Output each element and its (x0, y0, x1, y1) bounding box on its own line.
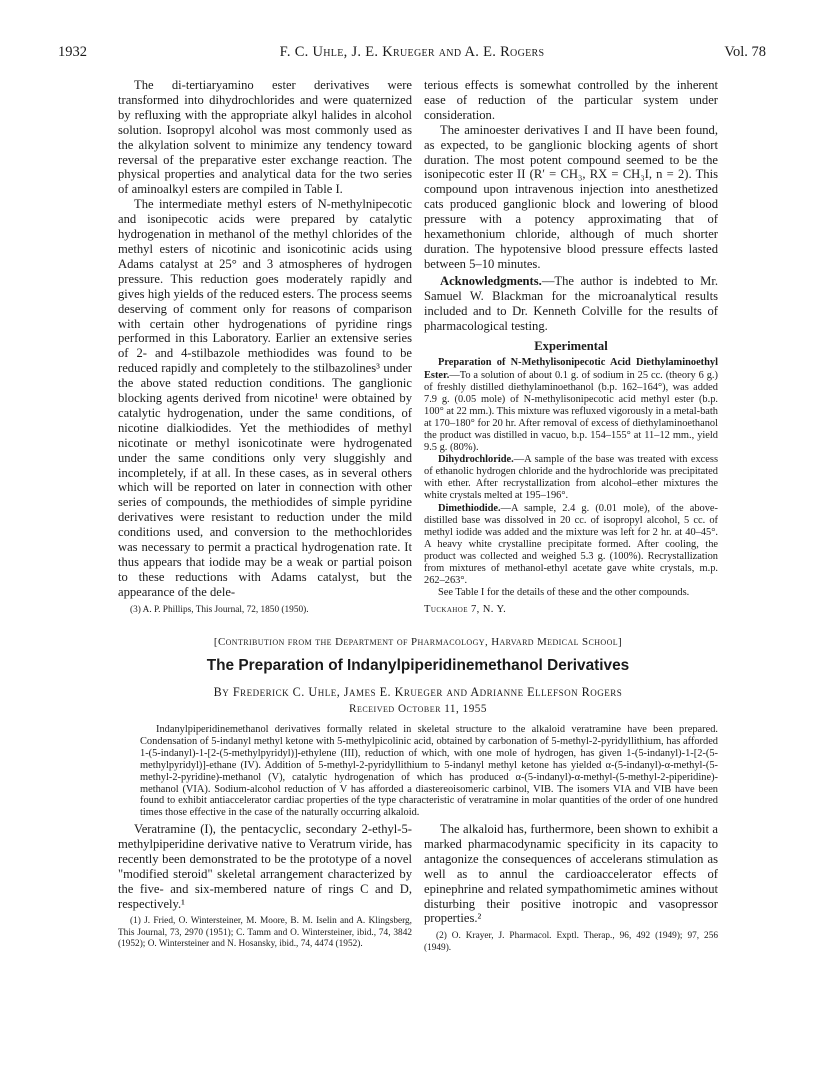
body-paragraph: The alkaloid has, furthermore, been shown to exhibit a marked pharmacodynamic specificity in its capacity to antagonize the consequences of accelerans stimulation as well as to annul the cardioaccelerator effects of epinephrine and related sympathomimetic amines without disturbing their positive inotropic and vasopressor properties.² (424, 822, 718, 926)
abstract: Indanylpiperidinemethanol derivatives formally related in skeletal structure to the alkaloid veratramine have been prepared. Condensation of 5-indanyl methyl ketone with 5-methylpicolinic acid, obtained by carbonation of 5-methyl-2-pyridyllithium, has afforded 1-(5-indanyl)-1-[2-(5-methylpyridyl)]-ethylene (III), reduction of which, with one mole of hydrogen, has given 1-(5-indanyl)-1-[2-(5-methylpyridyl)]-ethane (IV). Addition of 5-methyl-2-pyridyllithium to 5-indanyl methyl ketone has yielded α-(5-indanyl)-α-methyl-(5-methyl-2-pyridine)-methanol (V), catalytic hydrogenation of which has produced α-(5-indanyl)-α-methyl-(5-methyl-2-piperidine)-methanol (VIA). Sodium-alcohol reduction of V has afforded a diastereoisomeric carbinol, VIB. The isomers VIA and VIB have been found to exhibit antiaccelerator cardiac properties of the type characteristic of veratramine in molar quantities of the order of one hundred times those effective in the case of the naturally occurring alkaloid. (140, 724, 718, 819)
acknowledgments (424, 274, 718, 334)
article-title: The Preparation of Indanylpiperidinemethanol Derivatives (206, 657, 630, 674)
volume-number: Vol. 78 (724, 44, 766, 60)
experimental-subhead: Dihydrochloride. (438, 454, 514, 466)
right-column-bottom (424, 822, 718, 954)
acknowledgments-heading: Acknowledgments. (440, 273, 542, 288)
body-paragraph: terious effects is somewhat controlled by the inherent ease of reduction of the particular system under consideration. (424, 78, 718, 122)
contribution-line: [Contribution from the Department of Pharmacology, Harvard Medical School] (213, 636, 623, 648)
experimental-item (424, 357, 718, 454)
page-number: 1932 (58, 44, 87, 60)
experimental-item (424, 454, 718, 502)
body-paragraph: The intermediate methyl esters of N-methylnipecotic and isonipecotic acids were prepared by catalytic hydrogenation in methanol of the methyl chlorides of the methyl esters of nicotinic and isonicotinic acids using Adams catalyst at 25° and 3 atmospheres of hydrogen pressure. This reduction goes moderately rapidly and gives high yields of the reduced esters. The process seems deserving of comment only for reasons of comparison with certain other hydrogenations of pyridine rings performed in this Laboratory. Earlier an extensive series of 2- and 4-stilbazole methiodides was found to be reduced rapidly and completely to the stilbazolines³ under the above stated reduction conditions. The ganglionic blocking agents derived from nicotine¹ were obtained by catalytic hydrogenation, under the same conditions, of nicotine dialkiodides. Yet the methiodides of methyl nicotinate or methyl isonicotinate were hydrogenated under the same conditions only very sluggishly and incompletely, if at all. In these cases, as in several others which will be reported on later in connection with other series of compounds, the methiodides of simple pyridine derivatives were resistant to reduction under the mild conditions used, and conversion to the methochlorides was necessary to permit a practical hydrogenation rate. It thus appears that iodide may be a weak or partial poison to these reductions with Adams catalyst, but the appearance of the dele- (118, 197, 412, 599)
experimental-text: —To a solution of about 0.1 g. of sodium in 25 cc. (theory 6 g.) of freshly distilled diethylaminoethanol (b.p. 162–164°), was added 7.9 g. (0.05 mole) of N-methylisonipecotic acid methyl ester (b.p. 100° at 22 mm.). This mixture was refluxed vigorously in a metal-bath at 170–180° for 20 hr. After removal of excess of diethylaminoethanol the product was distilled in vacuo, b.p. 154–155° at 11–12 mm., yield 9.5 g. (80%). (424, 369, 718, 454)
left-column-bottom (118, 822, 412, 950)
body-paragraph: The aminoester derivatives I and II have been found, as expected, to be ganglionic blocking agents of short duration. The most potent compound seemed to be the isonipecotic ester II (R′ = CH₃, RX = CH₃I, n = 2). This compound upon intravenous injection into anesthetized cats produced ganglionic block and lowering of blood pressure with a potency approximating that of hexamethonium chloride, although of much shorter duration. The hypotensive blood pressure effects lasted between 5–10 minutes. (424, 122, 718, 271)
article-authors: By Frederick C. Uhle, James E. Krueger and Adrianne Ellefson Rogers (213, 685, 623, 699)
left-column-top (118, 78, 412, 616)
experimental-subhead: Preparation of N-Methylisonipecotic Acid Diethylaminoethyl Ester. (424, 357, 718, 381)
experimental-item (424, 503, 718, 588)
body-paragraph: Veratramine (I), the pentacyclic, secondary 2-ethyl-5-methylpiperidine derivative native to Veratrum viride, has recently been demonstrated to be the prototype of a novel "modified steroid" skeletal arrangement characterized by the five- and six-membered nature of rings C and D, respectively.¹ (118, 822, 412, 911)
footnote: (2) O. Krayer, J. Pharmacol. Exptl. Therap., 96, 492 (1949); 97, 256 (1949). (424, 931, 718, 953)
experimental-text: —A sample, 2.4 g. (0.01 mole), of the above-distilled base was dissolved in 20 cc. of isopropyl alcohol, 5 cc. of methyl iodide was added and the mixture was left for 2 hr. at 40–45°. A heavy white crystalline precipitate formed. After cooling, the product was collected and weighed 5.3 g. (100%). Recrystallization from mixtures of methanol-ethyl acetate gave white crystals, m.p. 262–263°. (424, 502, 718, 587)
experimental-heading: Experimental (534, 339, 608, 354)
experimental-subhead: Dimethiodide. (438, 502, 501, 514)
right-column-top (424, 78, 718, 615)
footnote: (1) J. Fried, O. Wintersteiner, M. Moore, B. M. Iselin and A. Klingsberg, This Journal, 73, 2970 (1951); C. Tamm and O. Wintersteiner, ibid., 74, 3842 (1952); O. Wintersteiner and N. Hosansky, ibid., 74, 4474 (1952). (118, 916, 412, 949)
body-paragraph: The di-tertiaryamino ester derivatives were transformed into dihydrochlorides and were quaternized by refluxing with the appropriate alkyl halides in alcohol solution. Isopropyl alcohol was most commonly used as the alkylation solvent to minimize any tendency toward reversal of the preparative ester exchange reaction. The physical properties and analytical data for the two series of aminoalkyl esters are compiled in Table I. (118, 78, 412, 197)
acknowledgments-text: —The author is indebted to Mr. Samuel W. Blackman for the microanalytical results included and to Dr. Kenneth Colville for the results of pharmacological testing. (424, 273, 718, 333)
dateline: Tuckahoe 7, N. Y. (424, 604, 507, 616)
received-date: Received October 11, 1955 (348, 703, 487, 715)
running-head (58, 44, 766, 64)
running-head-authors: F. C. Uhle, J. E. Krueger and A. E. Rogers (279, 44, 545, 60)
see-table-note: See Table I for the details of these and the other compounds. (438, 587, 690, 599)
footnote: (3) A. P. Phillips, This Journal, 72, 1850 (1950). (130, 604, 309, 615)
experimental-text: —A sample of the base was treated with excess of ethanolic hydrogen chloride and the hydrochloride was precipitated with ether. After recrystallization from alcohol–ether mixtures the white crystals melted at 195–196°. (424, 454, 718, 502)
